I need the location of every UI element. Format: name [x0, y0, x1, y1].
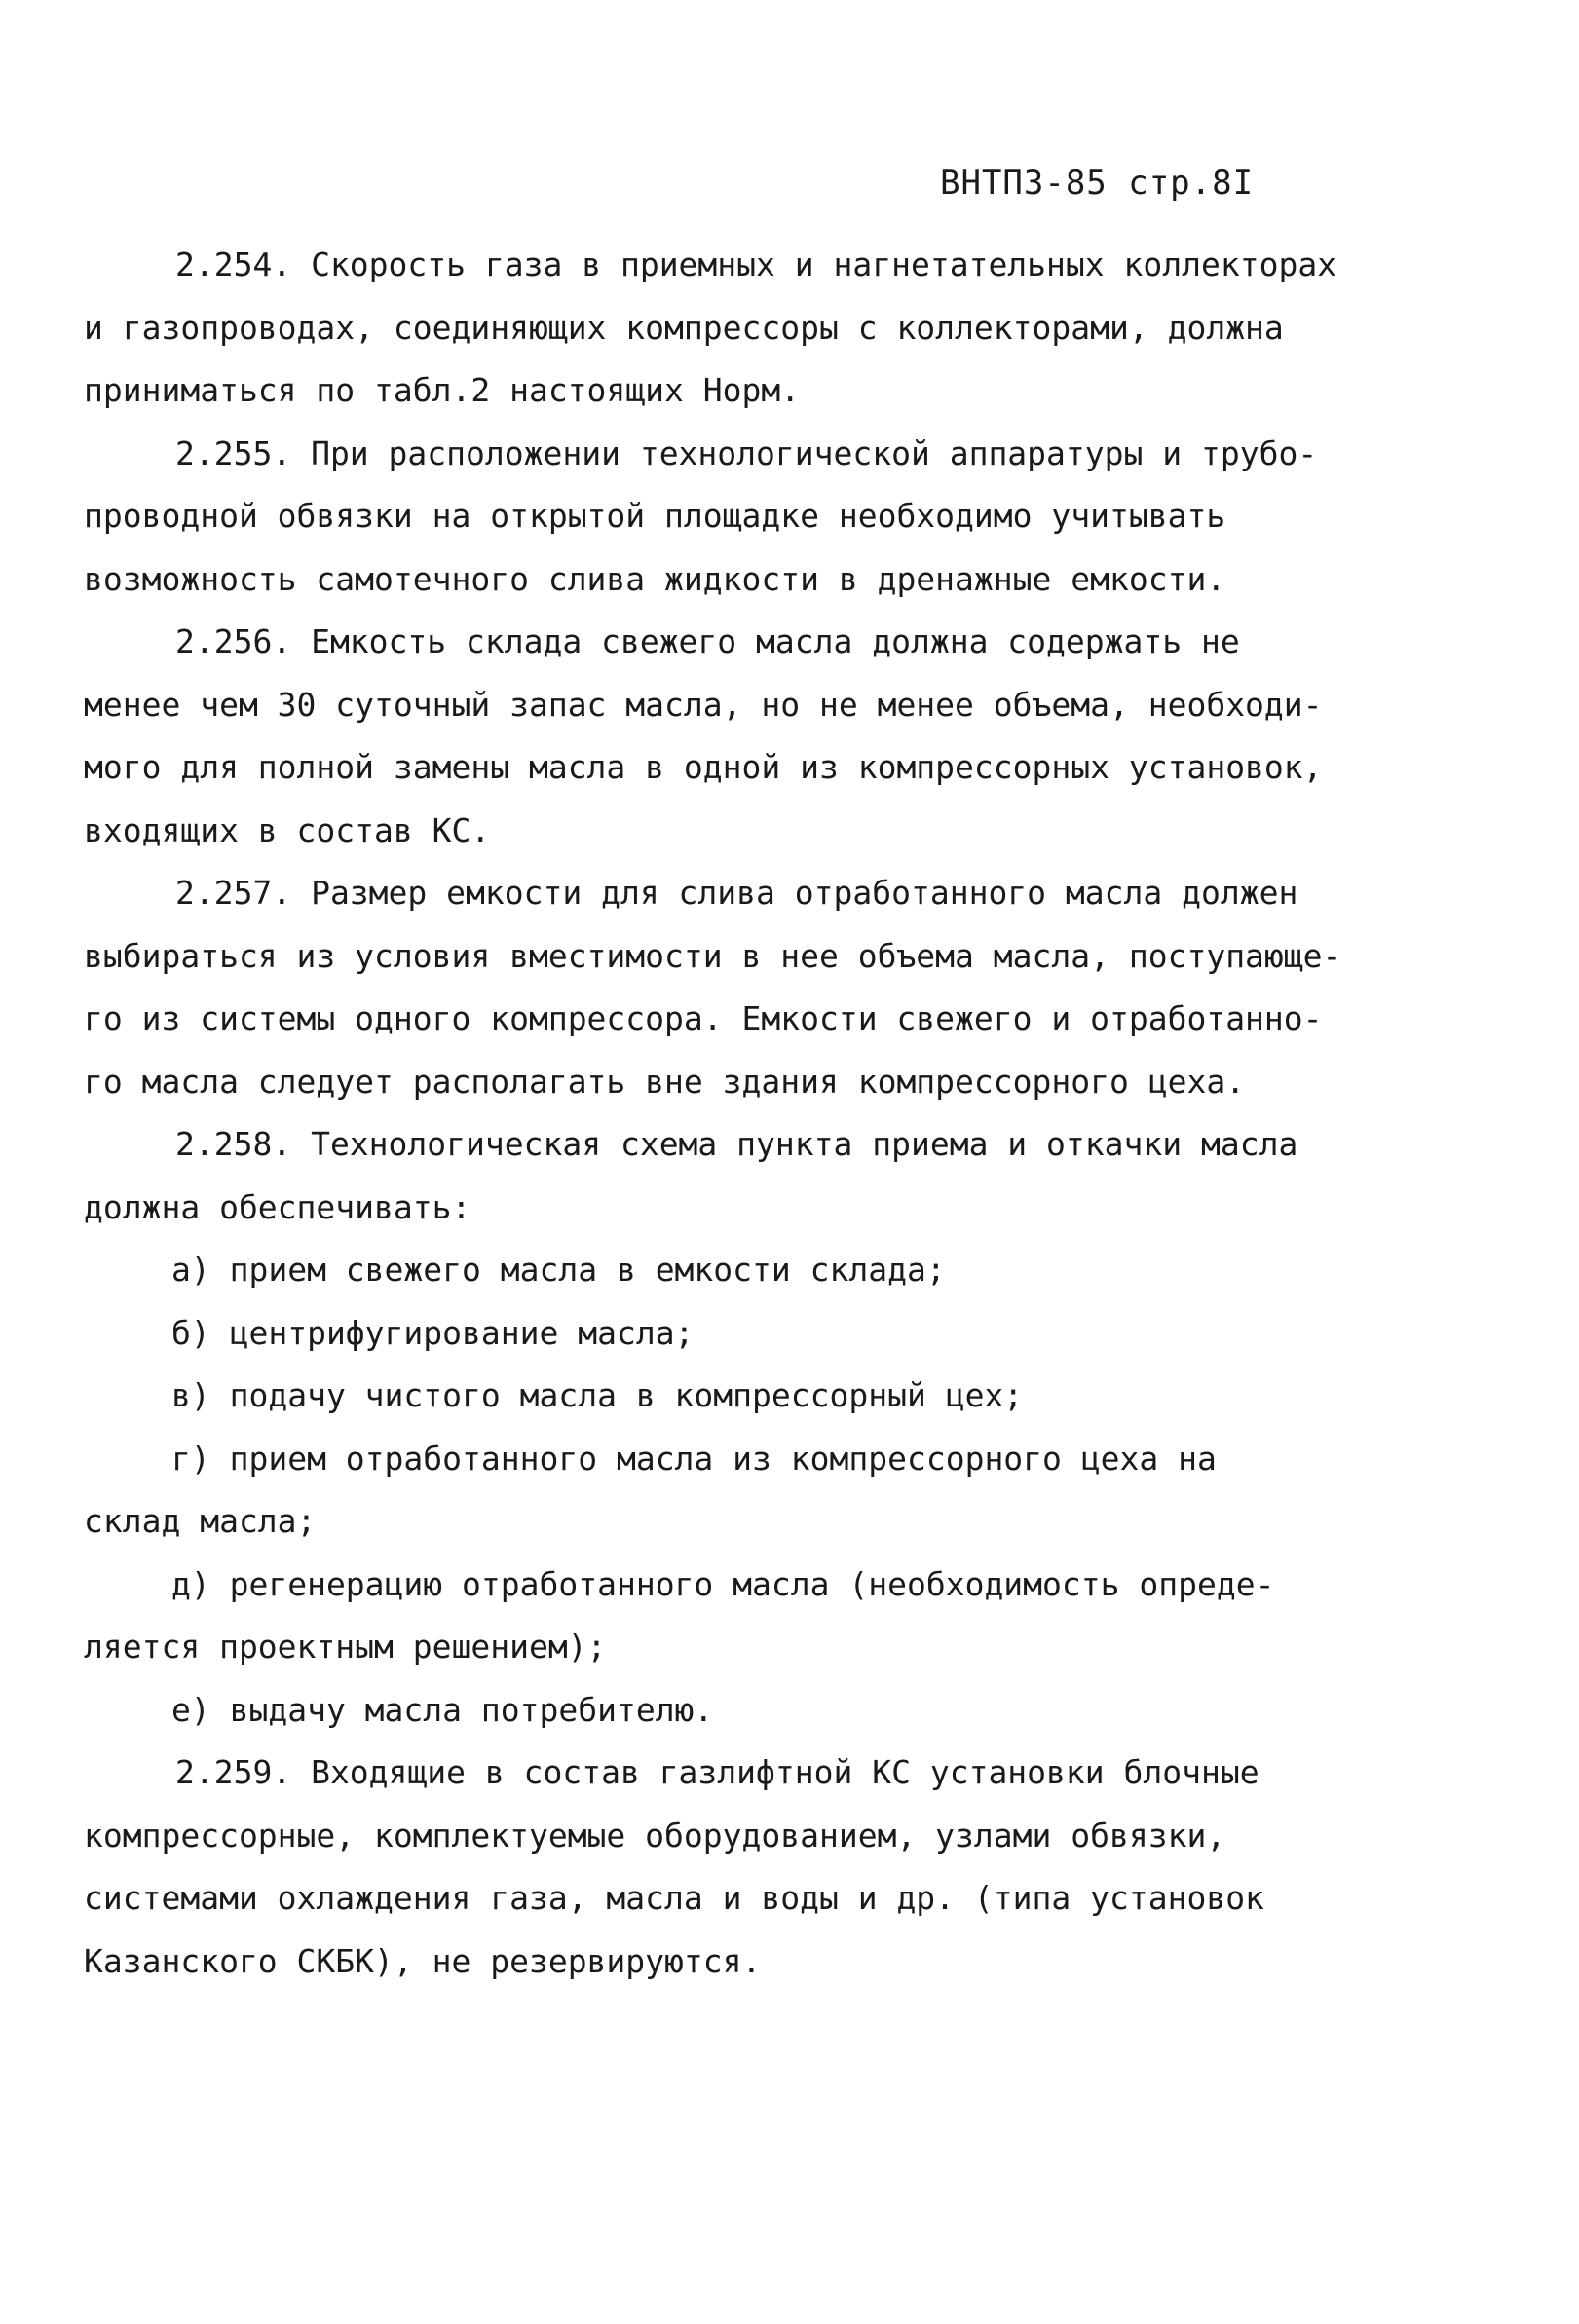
text-line: менее чем 30 суточный запас масла, но не менее объема, необходи- — [84, 685, 1323, 724]
text-line: проводной обвязки на открытой площадке необходимо учитывать — [84, 497, 1226, 535]
text-line: г) прием отработанного масла из компрессорного цеха на — [171, 1439, 1217, 1478]
text-line: 2.255. При расположении технологической аппаратуры и трубо- — [175, 433, 1318, 472]
text-line: выбираться из условия вместимости в нее объема масла, поступающе- — [84, 936, 1342, 975]
text-line: б) центрифугирование масла; — [171, 1313, 695, 1352]
text-line: 2.256. Емкость склада свежего масла должна содержать не — [175, 622, 1240, 660]
text-line: 2.258. Технологическая схема пункта приема и откачки масла — [175, 1125, 1298, 1163]
text-line: системами охлаждения газа, масла и воды и др. (типа установок — [84, 1879, 1264, 1917]
text-line: приниматься по табл.2 настоящих Норм. — [84, 371, 801, 409]
text-line: возможность самотечного слива жидкости в дренажные емкости. — [84, 559, 1226, 598]
text-line: склад масла; — [84, 1502, 317, 1540]
document-body — [84, 234, 1350, 1993]
text-line: 2.257. Размер емкости для слива отработанного масла должен — [175, 874, 1298, 912]
text-line: компрессорные, комплектуемые оборудованием, узлами обвязки, — [84, 1816, 1226, 1855]
text-line: должна обеспечивать: — [84, 1187, 471, 1226]
text-line: и газопроводах, соединяющих компрессоры с коллекторами, должна — [84, 308, 1284, 347]
text-line: в) подачу чистого масла в компрессорный цех; — [171, 1376, 1024, 1414]
text-line: Казанского СКБК), не резервируются. — [84, 1941, 762, 1980]
text-line: входящих в состав КС. — [84, 810, 491, 849]
page-header: ВНТП3-85 стр.8I — [940, 164, 1255, 203]
text-line: мого для полной замены масла в одной из компрессорных установок, — [84, 748, 1323, 786]
text-line: го масла следует располагать вне здания компрессорного цеха. — [84, 1062, 1246, 1101]
text-line: 2.259. Входящие в состав газлифтной КС установки блочные — [175, 1753, 1259, 1791]
text-line: д) регенерацию отработанного масла (необходимость опреде- — [171, 1564, 1275, 1603]
text-line: го из системы одного компрессора. Емкости свежего и отработанно- — [84, 999, 1323, 1037]
text-line: а) прием свежего масла в емкости склада; — [171, 1251, 946, 1289]
text-line: е) выдачу масла потребителю. — [171, 1690, 714, 1729]
text-line: 2.254. Скорость газа в приемных и нагнетательных коллекторах — [175, 245, 1337, 283]
text-line: ляется проектным решением); — [84, 1628, 607, 1666]
